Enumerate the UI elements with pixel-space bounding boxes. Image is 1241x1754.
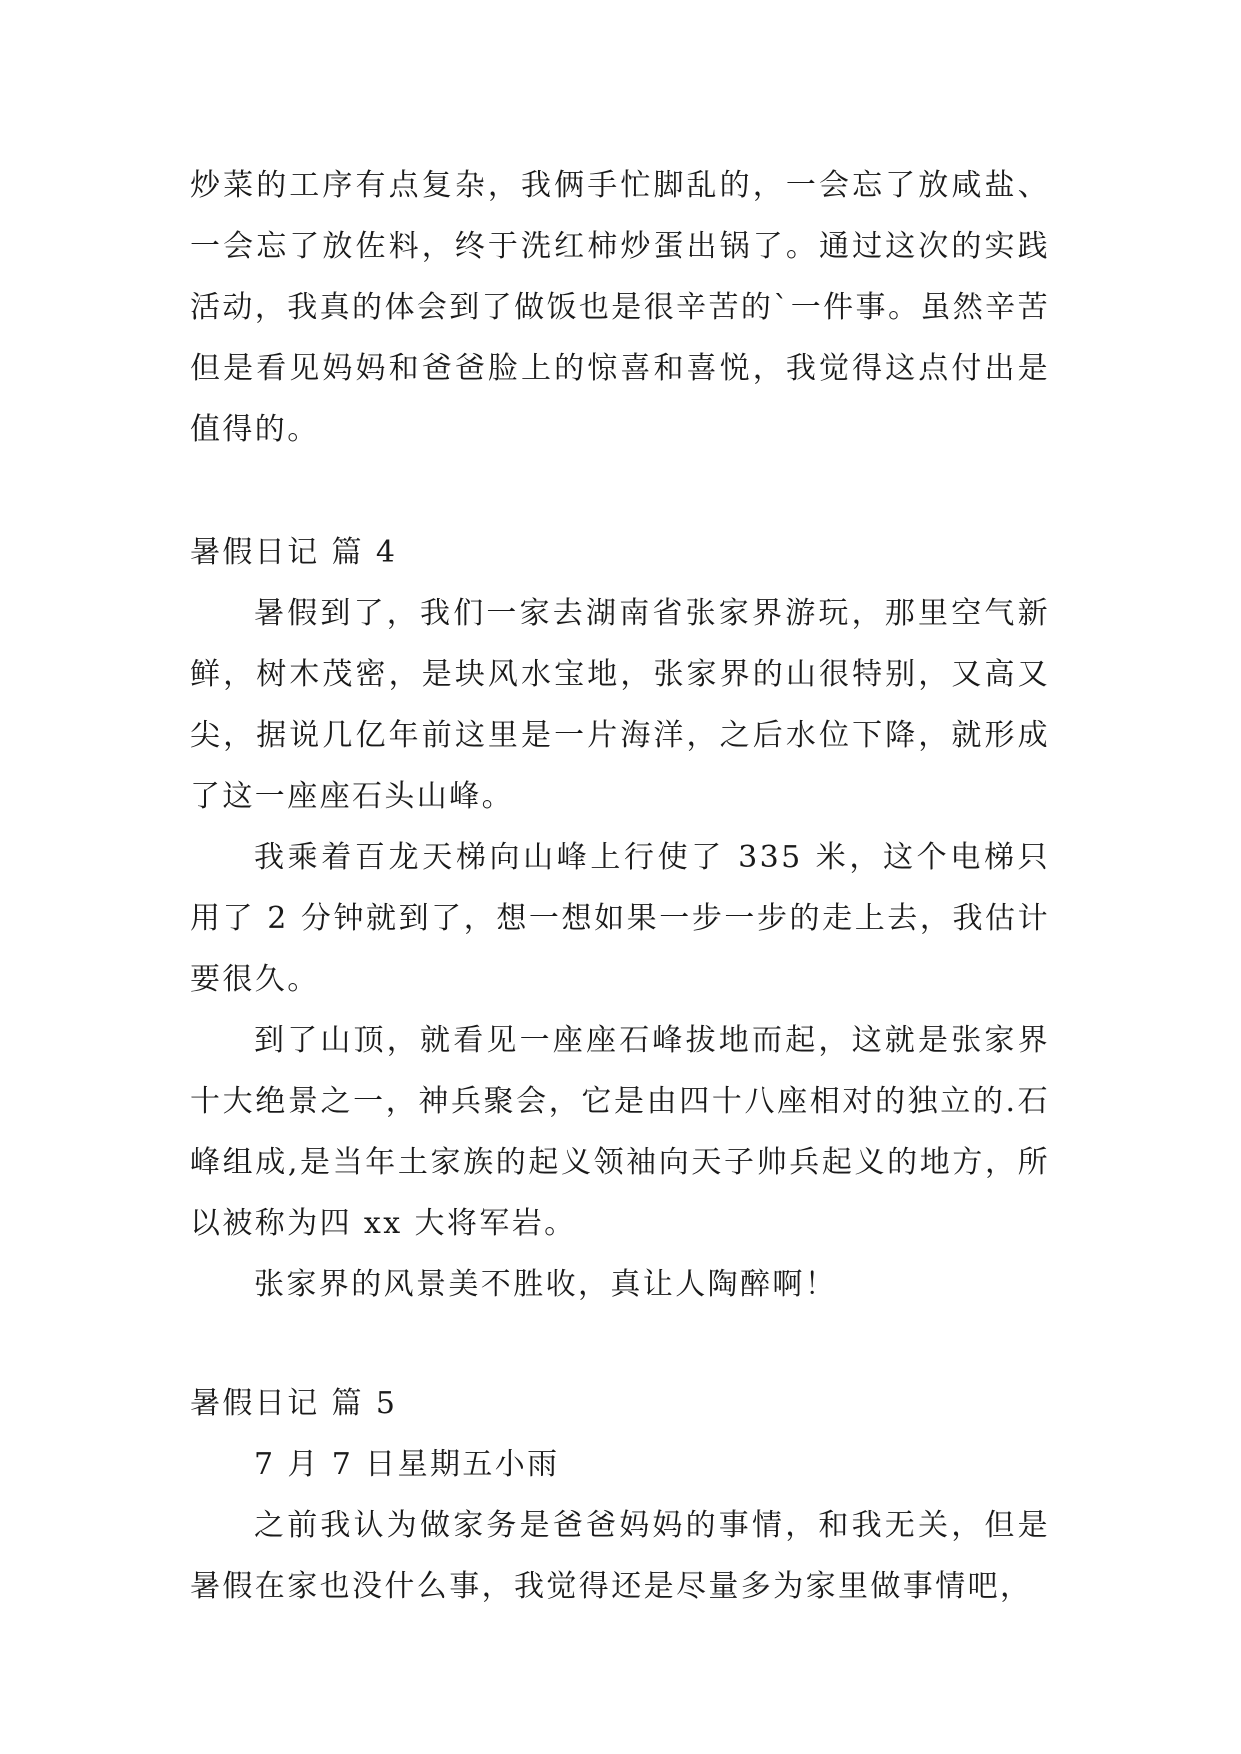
section-4-title: 暑假日记 篇 4 (190, 535, 398, 570)
intro-paragraph: 炒菜的工序有点复杂，我俩手忙脚乱的，一会忘了放咸盐、一会忘了放佐料，终于洗红柿炒蛋出锅了。通过这次的实践活动，我真的体会到了做饭也是很辛苦的`一件事。虽然辛苦但是看见妈妈和爸爸脸上的惊喜和喜悦，我觉得这点付出是值得的。 (190, 168, 1050, 447)
section-4-paragraph-2: 我乘着百龙天梯向山峰上行使了 335 米，这个电梯只用了 2 分钟就到了，想一想如果一步一步的走上去，我估计要很久。 (190, 840, 1050, 997)
section-4-paragraph-4: 张家界的风景美不胜收，真让人陶醉啊！ (254, 1267, 838, 1302)
section-5-title: 暑假日记 篇 5 (190, 1386, 398, 1421)
section-5-paragraph-1: 之前我认为做家务是爸爸妈妈的事情，和我无关，但是暑假在家也没什么事，我觉得还是尽量多为家里做事情吧， (190, 1508, 1050, 1604)
section-5-date-line: 7 月 7 日星期五小雨 (254, 1447, 560, 1482)
section-4-paragraph-1: 暑假到了，我们一家去湖南省张家界游玩，那里空气新鲜，树木茂密，是块风水宝地，张家界的山很特别，又高又尖，据说几亿年前这里是一片海洋，之后水位下降，就形成了这一座座石头山峰。 (190, 596, 1050, 814)
section-4-paragraph-3: 到了山顶，就看见一座座石峰拔地而起，这就是张家界十大绝景之一，神兵聚会，它是由四十八座相对的独立的.石峰组成,是当年土家族的起义领袖向天子帅兵起义的地方，所以被称为四 xx 大将军岩。 (190, 1023, 1050, 1241)
document-body (190, 155, 1050, 1617)
